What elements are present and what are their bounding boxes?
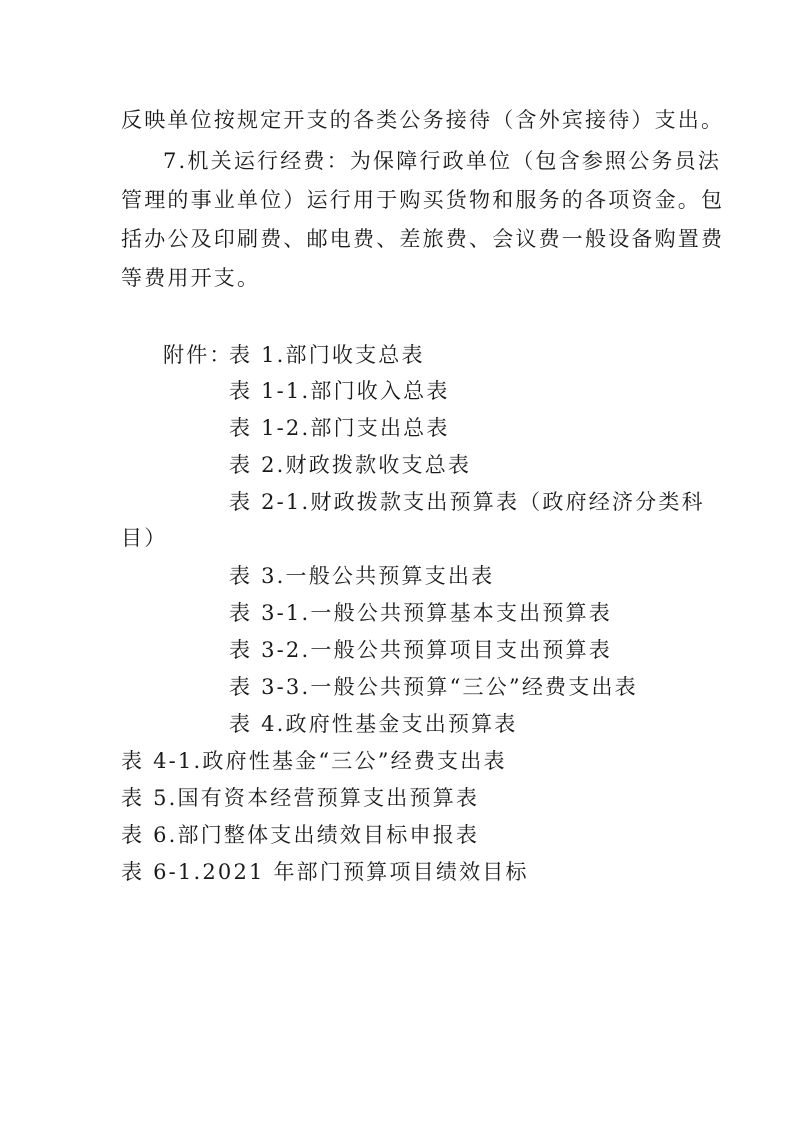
attachment-item: 表 1.部门收支总表 (229, 343, 425, 367)
attachment-item: 表 4-1.政府性基金“三公”经费支出表 (121, 749, 507, 773)
item-7-line: 7.机关运行经费：为保障行政单位（包含参照公务员法 (163, 149, 722, 173)
attachment-item: 表 3-1.一般公共预算基本支出预算表 (229, 601, 612, 625)
attachment-item: 表 3.一般公共预算支出表 (229, 564, 495, 588)
attachment-item: 表 5.国有资本经营预算支出预算表 (121, 786, 480, 810)
attachment-item: 表 1-2.部门支出总表 (229, 416, 450, 440)
item-7-line: 管理的事业单位）运行用于购买货物和服务的各项资金。包 (121, 188, 725, 212)
attachment-item: 表 6-1.2021 年部门预算项目绩效目标 (121, 860, 529, 884)
attachments-label: 附件： (163, 343, 233, 367)
attachment-item: 表 2.财政拨款收支总表 (229, 453, 472, 477)
paragraph-line: 反映单位按规定开支的各类公务接待（含外宾接待）支出。 (121, 108, 725, 132)
attachment-item: 表 2-1.财政拨款支出预算表（政府经济分类科 (229, 490, 705, 514)
attachment-item: 表 1-1.部门收入总表 (229, 379, 450, 403)
item-7-line: 等费用开支。 (121, 266, 261, 290)
attachment-item-continued: 目） (121, 526, 168, 550)
attachment-item: 表 6.部门整体支出绩效目标申报表 (121, 823, 480, 847)
attachment-item: 表 4.政府性基金支出预算表 (229, 712, 518, 736)
attachment-item: 表 3-3.一般公共预算“三公”经费支出表 (229, 675, 638, 699)
attachment-item: 表 3-2.一般公共预算项目支出预算表 (229, 638, 612, 662)
item-7-line: 括办公及印刷费、邮电费、差旅费、会议费一般设备购置费 (121, 227, 725, 251)
